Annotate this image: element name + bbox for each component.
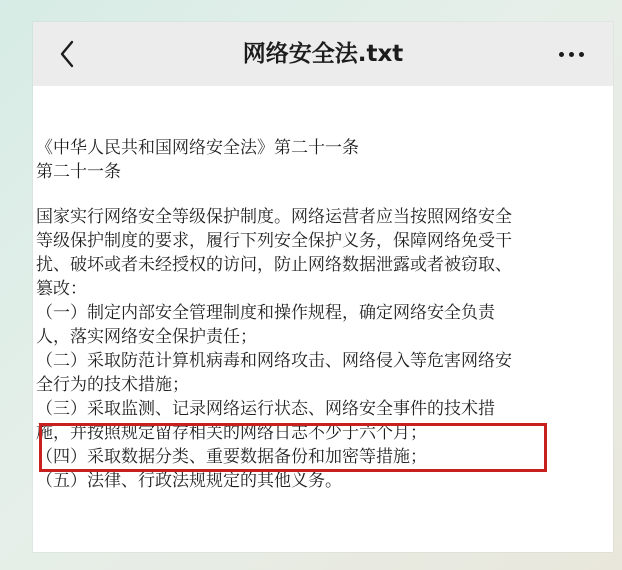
more-horizontal-icon <box>559 52 564 57</box>
chevron-left-icon <box>59 40 75 68</box>
body-line: 国家实行网络安全等级保护制度。网络运营者应当按照网络安全 <box>36 207 512 227</box>
more-horizontal-icon <box>579 52 584 57</box>
body-line: 人，落实网络安全保护责任； <box>36 327 257 347</box>
body-line: （五）法律、行政法规规定的其他义务。 <box>36 471 342 491</box>
page-title: 网络安全法.txt <box>242 41 404 67</box>
body-line: （四）采取数据分类、重要数据备份和加密等措施； <box>36 447 427 467</box>
body-line: （二）采取防范计算机病毒和网络攻击、网络侵入等危害网络安 <box>36 351 512 371</box>
body-line: 等级保护制度的要求，履行下列安全保护义务，保障网络免受干 <box>36 231 512 251</box>
body-line: 扰、破坏或者未经授权的访问，防止网络数据泄露或者被窃取、 <box>36 255 512 275</box>
heading-line: 第二十一条 <box>36 162 121 182</box>
document-viewer <box>33 22 613 552</box>
document-text <box>36 136 606 493</box>
back-button[interactable] <box>47 34 87 74</box>
more-horizontal-icon <box>569 52 574 57</box>
top-navigation-bar <box>33 22 613 86</box>
more-options-button[interactable] <box>551 40 591 68</box>
body-line: 篡改： <box>36 279 87 299</box>
body-line: 全行为的技术措施； <box>36 375 189 395</box>
body-line: 施，并按照规定留存相关的网络日志不少于六个月； <box>36 423 427 443</box>
body-line: （三）采取监测、记录网络运行状态、网络安全事件的技术措 <box>36 399 495 419</box>
body-line: （一）制定内部安全管理制度和操作规程，确定网络安全负责 <box>36 303 495 323</box>
heading-line: 《中华人民共和国网络安全法》第二十一条 <box>36 138 359 158</box>
